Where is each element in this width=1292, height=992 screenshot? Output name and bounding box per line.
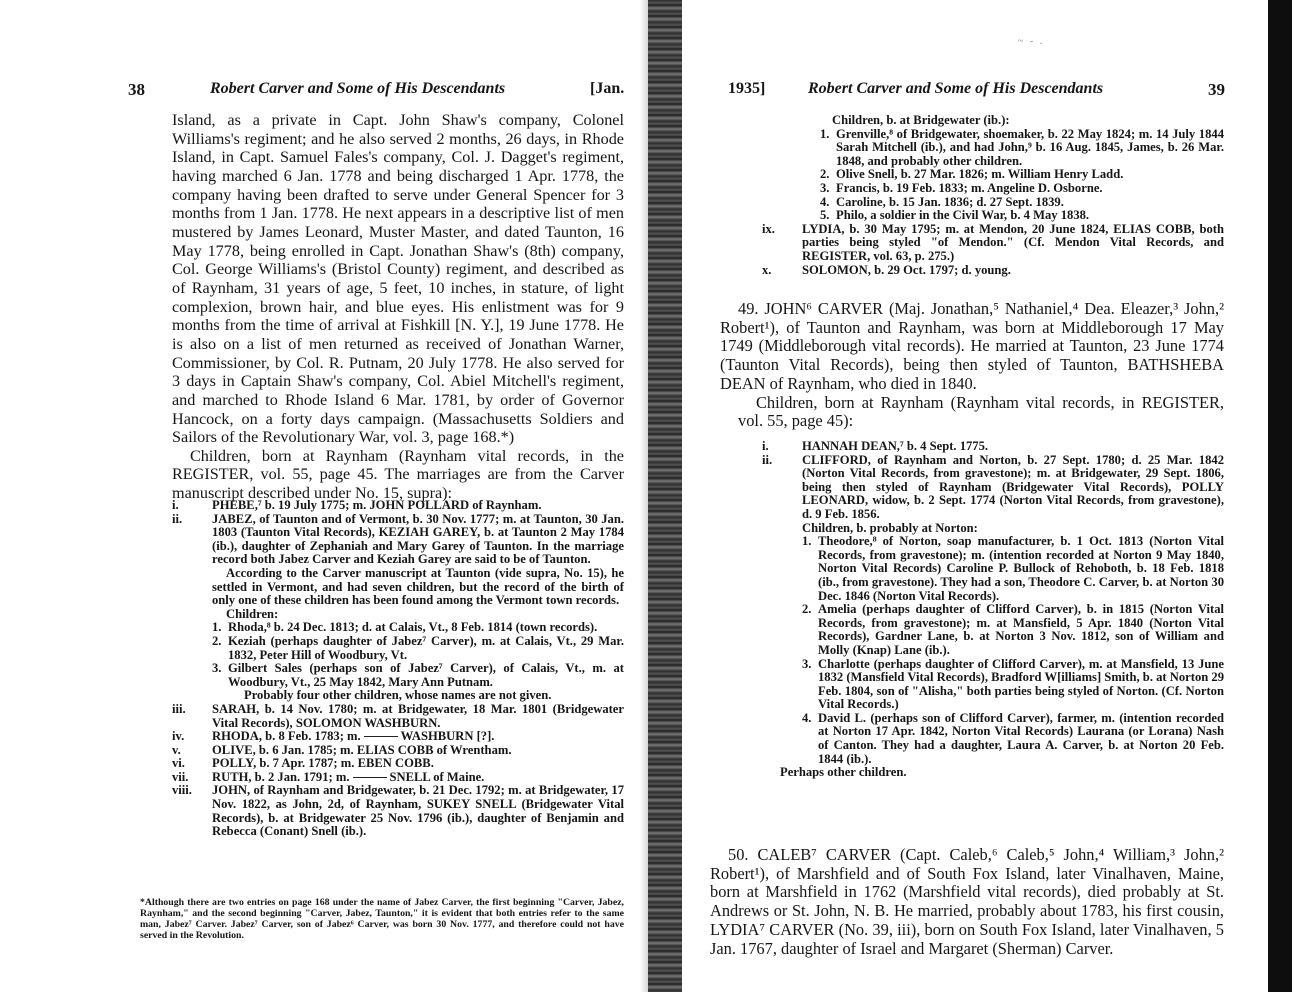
blank-rule	[364, 736, 398, 737]
scan-speck: ~ - .	[1018, 36, 1045, 47]
list-subhead: Children, b. at Bridgewater (ib.):	[832, 113, 1010, 127]
running-head	[676, 80, 1268, 106]
continued-list	[762, 114, 1224, 277]
list-note: Probably four other children, whose names are not given.	[244, 688, 552, 703]
list-item: i. PHEBE,⁷ b. 19 July 1775; m. JOHN POLLARD of Raynham.	[172, 498, 542, 512]
entry-50	[710, 846, 1224, 958]
left-body	[172, 111, 624, 503]
paragraph: Children, born at Raynham (Raynham vital records, in the REGISTER, vol. 55, page 45. The marriages are from the Carver manuscript described under No. 15, supra):	[172, 446, 624, 503]
list-subhead: Children, b. probably at Norton:	[802, 520, 978, 535]
running-date: 1935]	[728, 80, 766, 97]
list-item: iii. SARAH, b. 14 Nov. 1780; m. at Bridgewater, 18 Mar. 1801 (Bridgewater Vital Records), SOLOMON WASHBURN.	[172, 701, 624, 730]
children-list	[172, 499, 624, 839]
list-subitem: 4. Caroline, b. 15 Jan. 1836; d. 27 Sept. 1839.	[820, 194, 1064, 209]
running-title: Robert Carver and Some of His Descendants	[808, 80, 1104, 97]
page-number: 39	[1208, 80, 1225, 99]
page-number: 38	[128, 80, 145, 99]
list-subitem: 2. Olive Snell, b. 27 Mar. 1826; m. William Henry Ladd.	[820, 167, 1124, 182]
entry-49	[720, 300, 1224, 431]
list-item: v. OLIVE, b. 6 Jan. 1785; m. ELIAS COBB of Wrentham.	[172, 742, 512, 757]
list-subitem: 1. Grenville,⁸ of Bridgewater, shoemaker, b. 22 May 1824; m. 14 July 1844 Sarah Mitchell (ib.), and had John,⁹ b. 16 Aug. 1845, James, b. 26 Mar. 1848, and probably other children.	[820, 126, 1224, 168]
list-item: iv. RHODA, b. 8 Feb. 1783; m. WASHBURN [?].	[172, 729, 495, 744]
list-item: ii. CLIFFORD, of Raynham and Norton, b. 27 Sept. 1780; d. 25 Mar. 1842 (Norton Vital Records, from gravestone); m. at Bridgewater, 29 Sept. 1806, being then styled of Raynham (Bridgewater Vital Records), POLLY LEONARD, widow, b. 2 Sept. 1774 (Norton Vital Records, from gravestone), d. 9 Feb. 1856.	[762, 452, 1224, 521]
list-subitem: 3. Charlotte (perhaps daughter of Clifford Carver), m. at Mansfield, 13 June 1832 (Mansfield Vital Records), Bradford W[illiams] Smith, b. at Norton 29 Feb. 1804, son of "Alisha," both parties being styled of Norton. (Cf. Norton Vital Records.)	[802, 656, 1224, 712]
paragraph: Children, born at Raynham (Raynham vital records, in REGISTER, vol. 55, page 45):	[738, 392, 1224, 431]
list-subitem: 2. Keziah (perhaps daughter of Jabez⁷ Carver), m. at Calais, Vt., 29 Mar. 1832, Peter Hill of Woodbury, Vt.	[212, 633, 624, 662]
list-subitem: 1. Rhoda,⁸ b. 24 Dec. 1813; d. at Calais, Vt., 8 Feb. 1814 (town records).	[212, 620, 598, 635]
list-item: vii. RUTH, b. 2 Jan. 1791; m. SNELL of Maine.	[172, 769, 485, 784]
blank-rule	[353, 777, 387, 778]
scan-edge	[1268, 0, 1292, 992]
list-subhead: Children:	[226, 606, 279, 621]
list-item: ii. JABEZ, of Taunton and of Vermont, b. 30 Nov. 1777; m. at Taunton, 30 Jan. 1803 (Taunton Vital Records), KEZIAH GAREY, b. at Taunton 2 May 1784 (ib.), daughter of Zephaniah and Mary Garey of Taunton. In the marriage record both Jabez Carver and Keziah Garey are said to be of Taunton.	[172, 511, 624, 567]
paragraph: 50. CALEB⁷ CARVER (Capt. Caleb,⁶ Caleb,⁵ John,⁴ William,³ John,² Robert¹), of Marshfield and of South Fox Island, later Vinalhaven, Maine, born at Marshfield in 1762 (Marshfield vital records), died probably at St. Andrews or St. John, N. B. He married, probably about 1783, his first cousin, LYDIA⁷ CARVER (No. 39, iii), born on South Fox Island, later Vinalhaven, 5 Jan. 1767, daughter of Israel and Margaret (Sherman) Carver.	[710, 845, 1224, 958]
list-subitem: 5. Philo, a soldier in the Civil War, b. 4 May 1838.	[820, 208, 1090, 223]
list-item: ix. LYDIA, b. 30 May 1795; m. at Mendon, 20 June 1824, ELIAS COBB, both parties being styled "of Mendon." (Cf. Mendon Vital Records, and REGISTER, vol. 63, p. 275.)	[762, 221, 1224, 263]
list-item: x. SOLOMON, b. 29 Oct. 1797; d. young.	[762, 262, 1011, 277]
list-item: i. HANNAH DEAN,⁷ b. 4 Sept. 1775.	[762, 439, 989, 453]
entry-49-children	[762, 440, 1224, 780]
list-item: viii. JOHN, of Raynham and Bridgewater, b. 21 Dec. 1792; m. at Bridgewater, 17 Nov. 1822, as John, 2d, of Raynham, SUKEY SNELL (Bridgewater Vital Records), b. at Bridgewater 25 Nov. 1796 (ib.), daughter of Benjamin and Rebecca (Conant) Snell (ib.).	[172, 783, 624, 839]
list-subitem: 2. Amelia (perhaps daughter of Clifford Carver), b. in 1815 (Norton Vital Records, from gravestone); m. at Mansfield, 5 Apr. 1840 (Norton Vital Records), Gardner Lane, b. at Norton 3 Nov. 1812, son of William and Molly (Knap) Lane (ib.).	[802, 602, 1224, 657]
list-item: vi. POLLY, b. 7 Apr. 1787; m. EBEN COBB.	[172, 756, 434, 771]
right-page	[676, 0, 1268, 992]
running-date: [Jan.	[590, 80, 625, 97]
list-subitem: 3. Francis, b. 19 Feb. 1833; m. Angeline D. Osborne.	[820, 180, 1103, 195]
running-head	[0, 80, 652, 106]
list-subitem: 1. Theodore,⁸ of Norton, soap manufacturer, b. 1 Oct. 1813 (Norton Vital Records, from gravestone); m. (intention recorded at Norton 9 May 1840, Norton Vital Records) Caroline P. Bullock of Rehoboth, b. 18 Feb. 1818 (ib., from gravestone). They had a son, Theodore C. Carver, b. at Norton 30 Dec. 1846 (Norton Vital Records).	[802, 534, 1224, 603]
list-note: According to the Carver manuscript at Taunton (vide supra, No. 15), he settled in Vermont, and had seven children, but the record of the birth of only one of these children has been found among the Vermont town records.	[212, 565, 624, 608]
footnote: *Although there are two entries on page 168 under the name of Jabez Carver, the first beginning "Carver, Jabez, Raynham," and the second beginning "Carver, Jabez, Taunton," it is evident that both entries refer to the same man, Jabez⁷ Carver. Jabez⁷ Carver, son of Jabez⁶ Carver, was born 30 Nov. 1777, and therefore could not have served in the Revolution.	[140, 897, 624, 941]
paragraph: Island, as a private in Capt. John Shaw's company, Colonel Williams's regiment; and he also served 2 months, 26 days, in Rhode Island, in Capt. Samuel Fales's company, Col. J. Dagget's regiment, having marched 6 Jan. 1778 and being discharged 1 Apr. 1778, the company having been drafted to serve under General Spencer for 3 months from 1 Jan. 1778. He next appears in a descriptive list of men mustered by James Leonard, Muster Master, and dated Taunton, 16 May 1778, being enrolled in Capt. Jonathan Shaw's (8th) company, Col. George Williams's (Bristol County) regiment, and described as of Raynham, 31 years of age, 5 feet, 10 inches, in stature, of light complexion, brown hair, and blue eyes. His enlistment was for 9 months from the time of arrival at Fishkill [N. Y.], 19 June 1778. He is also on a list of men returned as received of Jonathan Warner, Commissioner, by Col. R. Putnam, 20 July 1778. He also served for 3 days in Captain Shaw's company, Col. Abiel Mitchell's regiment, and marched to Rhode Island 6 Mar. 1781, by order of Governor Hancock, on a forty days campaign. (Massachusetts Soldiers and Sailors of the Revolutionary War, vol. 3, page 168.*)	[172, 111, 624, 447]
list-subitem: 3. Gilbert Sales (perhaps son of Jabez⁷ Carver), of Calais, Vt., m. at Woodbury, Vt., 25 May 1842, Mary Ann Putnam.	[212, 661, 624, 689]
running-title: Robert Carver and Some of His Descendants	[210, 80, 506, 97]
paragraph: 49. JOHN⁶ CARVER (Maj. Jonathan,⁵ Nathaniel,⁴ Dea. Eleazer,³ John,² Robert¹), of Taunton and Raynham, was born at Middleborough 17 May 1749 (Middleborough vital records). He married at Taunton, 23 June 1774 (Taunton Vital Records), being then styled of Taunton, BATHSHEBA DEAN of Raynham, who died in 1840.	[720, 299, 1224, 393]
list-subitem: 4. David L. (perhaps son of Clifford Carver), farmer, m. (intention recorded at Norton 17 Apr. 1842, Norton Vital Records) Laurana (or Lorana) Nash of Canton. They had a daughter, Laura A. Carver, b. at Norton 20 Feb. 1844 (ib.).	[802, 710, 1224, 766]
list-note: Perhaps other children.	[780, 765, 907, 780]
